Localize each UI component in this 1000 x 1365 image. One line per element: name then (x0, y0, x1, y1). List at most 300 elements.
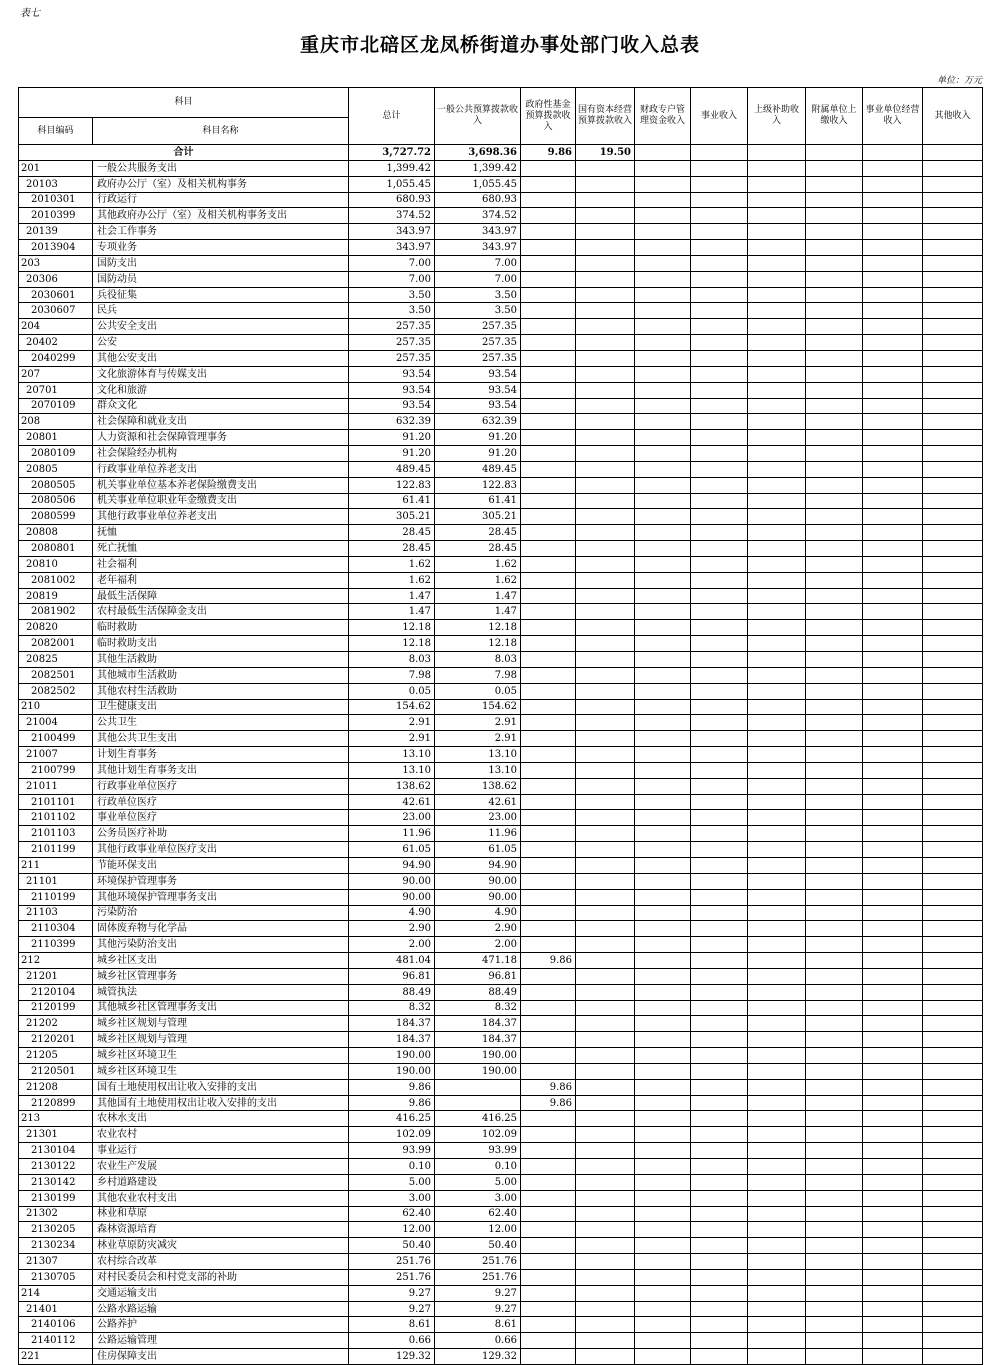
cell-other (923, 921, 983, 937)
cell-code: 2100499 (19, 731, 93, 747)
cell-fiscal-special (635, 240, 691, 256)
cell-affiliated-turnover (806, 1301, 863, 1317)
cell-fiscal-special (635, 810, 691, 826)
cell-general-budget (435, 1079, 521, 1095)
cell-affiliated-turnover (806, 588, 863, 604)
cell-state-capital (576, 1048, 635, 1064)
cell-fiscal-special (635, 747, 691, 763)
cell-gov-fund (521, 556, 576, 572)
cell-business-operation (863, 984, 923, 1000)
cell-gov-fund (521, 857, 576, 873)
cell-fiscal-special (635, 1206, 691, 1222)
cell-fiscal-special (635, 255, 691, 271)
cell-gov-fund (521, 493, 576, 509)
cell-superior-subsidy (748, 572, 806, 588)
cell-other (923, 430, 983, 446)
cell-total: 8.61 (349, 1317, 435, 1333)
cell-business (691, 160, 748, 176)
cell-fiscal-special (635, 208, 691, 224)
cell-business-operation (863, 1222, 923, 1238)
table-row (19, 1143, 983, 1159)
cell-code: 20139 (19, 224, 93, 240)
cell-other (923, 1222, 983, 1238)
cell-fiscal-special (635, 446, 691, 462)
cell-gov-fund (521, 731, 576, 747)
cell-other (923, 176, 983, 192)
cell-total: 138.62 (349, 778, 435, 794)
cell-name: 其他农业农村支出 (93, 1190, 349, 1206)
cell-code: 214 (19, 1285, 93, 1301)
cell-superior-subsidy (748, 1063, 806, 1079)
cell-gov-fund (521, 1222, 576, 1238)
cell-business (691, 747, 748, 763)
table-row (19, 873, 983, 889)
cell-gov-fund (521, 810, 576, 826)
cell-gov-fund (521, 414, 576, 430)
cell-affiliated-turnover (806, 968, 863, 984)
cell-state-capital (576, 1349, 635, 1365)
cell-superior-subsidy (748, 335, 806, 351)
cell-superior-subsidy (748, 477, 806, 493)
cell-other (923, 509, 983, 525)
cell-gov-fund (521, 287, 576, 303)
cell-general-budget: 91.20 (435, 430, 521, 446)
cell-other (923, 953, 983, 969)
cell-state-capital (576, 857, 635, 873)
cell-gov-fund (521, 572, 576, 588)
cell-other (923, 1079, 983, 1095)
cell-gov-fund (521, 1159, 576, 1175)
cell-business-operation (863, 271, 923, 287)
table-row (19, 556, 983, 572)
cell-affiliated-turnover (806, 335, 863, 351)
table-row (19, 889, 983, 905)
cell-superior-subsidy (748, 588, 806, 604)
document-number: 表七 (20, 8, 40, 19)
cell-total: 88.49 (349, 984, 435, 1000)
cell-total: 1.62 (349, 572, 435, 588)
cell-total: 96.81 (349, 968, 435, 984)
cell-business-operation (863, 1143, 923, 1159)
cell-total: 9.86 (349, 1079, 435, 1095)
cell-superior-subsidy (748, 1174, 806, 1190)
cell-total: 7.00 (349, 255, 435, 271)
table-row (19, 255, 983, 271)
cell-business (691, 652, 748, 668)
cell-fiscal-special (635, 826, 691, 842)
cell-state-capital (576, 889, 635, 905)
table-row (19, 366, 983, 382)
cell-state-capital (576, 747, 635, 763)
cell-affiliated-turnover (806, 255, 863, 271)
cell-total: 7.00 (349, 271, 435, 287)
cell-other (923, 652, 983, 668)
cell-state-capital (576, 778, 635, 794)
cell-business (691, 968, 748, 984)
cell-name: 农业农村 (93, 1127, 349, 1143)
cell-affiliated-turnover (806, 857, 863, 873)
cell-business (691, 255, 748, 271)
cell-general-budget: 102.09 (435, 1127, 521, 1143)
cell-fiscal-special (635, 1048, 691, 1064)
cell-other (923, 398, 983, 414)
cell-code: 2130705 (19, 1269, 93, 1285)
cell-affiliated-turnover (806, 889, 863, 905)
cell-other (923, 1174, 983, 1190)
cell-affiliated-turnover (806, 461, 863, 477)
cell-business (691, 1317, 748, 1333)
cell-total: 3.50 (349, 287, 435, 303)
cell-code: 2030601 (19, 287, 93, 303)
cell-general-budget: 257.35 (435, 335, 521, 351)
cell-state-capital (576, 953, 635, 969)
cell-business-operation (863, 1349, 923, 1365)
cell-fiscal-special (635, 1349, 691, 1365)
cell-code: 2140112 (19, 1333, 93, 1349)
cell-name: 其他污染防治支出 (93, 937, 349, 953)
cell-general-budget: 257.35 (435, 350, 521, 366)
cell-code: 20810 (19, 556, 93, 572)
table-row (19, 430, 983, 446)
cell-business (691, 1127, 748, 1143)
cell-code: 2080505 (19, 477, 93, 493)
cell-general-budget: 3.00 (435, 1190, 521, 1206)
total-general-budget: 3,698.36 (435, 145, 521, 161)
cell-affiliated-turnover (806, 287, 863, 303)
cell-general-budget: 1.62 (435, 556, 521, 572)
cell-code: 20701 (19, 382, 93, 398)
cell-code: 20805 (19, 461, 93, 477)
cell-total: 251.76 (349, 1254, 435, 1270)
cell-total: 481.04 (349, 953, 435, 969)
cell-other (923, 715, 983, 731)
cell-affiliated-turnover (806, 842, 863, 858)
cell-business (691, 192, 748, 208)
cell-superior-subsidy (748, 319, 806, 335)
cell-other (923, 208, 983, 224)
cell-affiliated-turnover (806, 620, 863, 636)
cell-other (923, 762, 983, 778)
cell-gov-fund (521, 1285, 576, 1301)
cell-general-budget: 374.52 (435, 208, 521, 224)
cell-business (691, 842, 748, 858)
cell-general-budget: 0.10 (435, 1159, 521, 1175)
cell-business (691, 1000, 748, 1016)
cell-name: 一般公共服务支出 (93, 160, 349, 176)
cell-other (923, 747, 983, 763)
cell-business (691, 1333, 748, 1349)
cell-affiliated-turnover (806, 240, 863, 256)
cell-other (923, 1285, 983, 1301)
cell-code: 20402 (19, 335, 93, 351)
cell-state-capital (576, 255, 635, 271)
cell-state-capital (576, 335, 635, 351)
cell-name: 环境保护管理事务 (93, 873, 349, 889)
cell-affiliated-turnover (806, 493, 863, 509)
table-row (19, 968, 983, 984)
cell-total: 1.62 (349, 556, 435, 572)
cell-other (923, 1048, 983, 1064)
cell-superior-subsidy (748, 1190, 806, 1206)
cell-name: 最低生活保障 (93, 588, 349, 604)
cell-general-budget: 416.25 (435, 1111, 521, 1127)
cell-state-capital (576, 588, 635, 604)
cell-superior-subsidy (748, 826, 806, 842)
total-other (923, 145, 983, 161)
cell-gov-fund (521, 1127, 576, 1143)
cell-other (923, 572, 983, 588)
table-row (19, 842, 983, 858)
cell-total: 12.18 (349, 636, 435, 652)
table-row (19, 224, 983, 240)
cell-code: 20808 (19, 525, 93, 541)
cell-other (923, 493, 983, 509)
cell-business (691, 572, 748, 588)
cell-fiscal-special (635, 937, 691, 953)
cell-general-budget: 305.21 (435, 509, 521, 525)
cell-gov-fund (521, 255, 576, 271)
cell-gov-fund (521, 1349, 576, 1365)
cell-state-capital (576, 224, 635, 240)
cell-superior-subsidy (748, 1032, 806, 1048)
cell-gov-fund (521, 1063, 576, 1079)
cell-fiscal-special (635, 652, 691, 668)
unit-label: 单位：万元 (936, 76, 982, 86)
cell-general-budget: 9.27 (435, 1285, 521, 1301)
cell-affiliated-turnover (806, 382, 863, 398)
cell-name: 交通运输支出 (93, 1285, 349, 1301)
cell-state-capital (576, 430, 635, 446)
cell-name: 公路水路运输 (93, 1301, 349, 1317)
cell-business-operation (863, 1333, 923, 1349)
cell-total: 632.39 (349, 414, 435, 430)
cell-fiscal-special (635, 905, 691, 921)
cell-gov-fund (521, 683, 576, 699)
cell-state-capital (576, 287, 635, 303)
cell-state-capital (576, 826, 635, 842)
cell-other (923, 271, 983, 287)
cell-name: 对村民委员会和村党支部的补助 (93, 1269, 349, 1285)
cell-affiliated-turnover (806, 398, 863, 414)
cell-general-budget: 12.18 (435, 620, 521, 636)
table-row (19, 699, 983, 715)
cell-state-capital (576, 1016, 635, 1032)
cell-affiliated-turnover (806, 1063, 863, 1079)
cell-business (691, 366, 748, 382)
cell-business-operation (863, 588, 923, 604)
cell-gov-fund: 9.86 (521, 1079, 576, 1095)
cell-business-operation (863, 842, 923, 858)
cell-total: 93.54 (349, 382, 435, 398)
total-business-operation (863, 145, 923, 161)
cell-total: 91.20 (349, 430, 435, 446)
table-row (19, 762, 983, 778)
cell-code: 2120899 (19, 1095, 93, 1111)
cell-state-capital (576, 842, 635, 858)
cell-business (691, 176, 748, 192)
cell-fiscal-special (635, 921, 691, 937)
cell-gov-fund: 9.86 (521, 953, 576, 969)
cell-code: 21004 (19, 715, 93, 731)
cell-total: 94.90 (349, 857, 435, 873)
cell-superior-subsidy (748, 366, 806, 382)
cell-affiliated-turnover (806, 1174, 863, 1190)
cell-superior-subsidy (748, 1222, 806, 1238)
cell-name: 临时救助支出 (93, 636, 349, 652)
cell-other (923, 794, 983, 810)
cell-total: 42.61 (349, 794, 435, 810)
cell-business-operation (863, 921, 923, 937)
cell-business-operation (863, 857, 923, 873)
table-row (19, 1063, 983, 1079)
cell-fiscal-special (635, 287, 691, 303)
cell-state-capital (576, 620, 635, 636)
cell-other (923, 620, 983, 636)
cell-affiliated-turnover (806, 683, 863, 699)
cell-gov-fund (521, 667, 576, 683)
cell-fiscal-special (635, 1032, 691, 1048)
cell-general-budget: 8.61 (435, 1317, 521, 1333)
cell-code: 21301 (19, 1127, 93, 1143)
cell-affiliated-turnover (806, 430, 863, 446)
cell-other (923, 319, 983, 335)
cell-general-budget: 0.66 (435, 1333, 521, 1349)
cell-total: 61.41 (349, 493, 435, 509)
header-superior-subsidy: 上级补助收入 (748, 88, 806, 145)
cell-business (691, 525, 748, 541)
cell-business (691, 335, 748, 351)
cell-business (691, 683, 748, 699)
cell-code: 210 (19, 699, 93, 715)
cell-name: 事业运行 (93, 1143, 349, 1159)
cell-superior-subsidy (748, 842, 806, 858)
table-row (19, 287, 983, 303)
cell-general-budget: 1.47 (435, 588, 521, 604)
cell-name: 农村综合改革 (93, 1254, 349, 1270)
cell-total: 93.99 (349, 1143, 435, 1159)
cell-other (923, 1016, 983, 1032)
cell-state-capital (576, 1127, 635, 1143)
cell-state-capital (576, 1333, 635, 1349)
cell-superior-subsidy (748, 1111, 806, 1127)
cell-business-operation (863, 572, 923, 588)
cell-fiscal-special (635, 1127, 691, 1143)
cell-business-operation (863, 778, 923, 794)
cell-other (923, 525, 983, 541)
cell-state-capital (576, 350, 635, 366)
cell-name: 临时救助 (93, 620, 349, 636)
cell-code: 2130142 (19, 1174, 93, 1190)
cell-business-operation (863, 905, 923, 921)
cell-business (691, 446, 748, 462)
cell-other (923, 1238, 983, 1254)
cell-state-capital (576, 493, 635, 509)
cell-superior-subsidy (748, 953, 806, 969)
cell-business (691, 984, 748, 1000)
cell-affiliated-turnover (806, 604, 863, 620)
cell-business-operation (863, 1016, 923, 1032)
cell-fiscal-special (635, 477, 691, 493)
cell-fiscal-special (635, 1238, 691, 1254)
table-row (19, 857, 983, 873)
cell-business (691, 1063, 748, 1079)
cell-superior-subsidy (748, 1206, 806, 1222)
cell-general-budget: 28.45 (435, 525, 521, 541)
cell-state-capital (576, 509, 635, 525)
cell-gov-fund (521, 588, 576, 604)
cell-code: 2130234 (19, 1238, 93, 1254)
cell-business (691, 271, 748, 287)
cell-general-budget: 154.62 (435, 699, 521, 715)
cell-name: 城乡社区环境卫生 (93, 1063, 349, 1079)
cell-state-capital (576, 810, 635, 826)
table-row (19, 414, 983, 430)
cell-code: 21103 (19, 905, 93, 921)
cell-total: 50.40 (349, 1238, 435, 1254)
cell-affiliated-turnover (806, 350, 863, 366)
cell-code: 2082001 (19, 636, 93, 652)
cell-gov-fund (521, 192, 576, 208)
cell-business-operation (863, 1032, 923, 1048)
cell-general-budget: 1,055.45 (435, 176, 521, 192)
table-row (19, 382, 983, 398)
cell-name: 人力资源和社会保障管理事务 (93, 430, 349, 446)
cell-affiliated-turnover (806, 636, 863, 652)
cell-business (691, 889, 748, 905)
cell-business (691, 1349, 748, 1365)
cell-business-operation (863, 1301, 923, 1317)
table-row (19, 1269, 983, 1285)
cell-business-operation (863, 176, 923, 192)
cell-state-capital (576, 160, 635, 176)
table-row (19, 794, 983, 810)
cell-affiliated-turnover (806, 794, 863, 810)
cell-affiliated-turnover (806, 1000, 863, 1016)
cell-total: 9.86 (349, 1095, 435, 1111)
cell-other (923, 1032, 983, 1048)
cell-superior-subsidy (748, 1333, 806, 1349)
cell-business-operation (863, 715, 923, 731)
cell-business (691, 303, 748, 319)
cell-total: 1.47 (349, 604, 435, 620)
cell-total: 11.96 (349, 826, 435, 842)
cell-total: 28.45 (349, 541, 435, 557)
cell-gov-fund (521, 1111, 576, 1127)
cell-business-operation (863, 319, 923, 335)
cell-total: 305.21 (349, 509, 435, 525)
table-row (19, 1333, 983, 1349)
cell-state-capital (576, 1285, 635, 1301)
cell-state-capital (576, 699, 635, 715)
cell-business-operation (863, 1190, 923, 1206)
cell-general-budget: 1,399.42 (435, 160, 521, 176)
cell-superior-subsidy (748, 224, 806, 240)
cell-name: 社会保障和就业支出 (93, 414, 349, 430)
cell-other (923, 1206, 983, 1222)
cell-total: 2.91 (349, 731, 435, 747)
cell-total: 61.05 (349, 842, 435, 858)
cell-business-operation (863, 1174, 923, 1190)
cell-gov-fund (521, 1317, 576, 1333)
cell-gov-fund (521, 604, 576, 620)
cell-other (923, 588, 983, 604)
cell-name: 公路运输管理 (93, 1333, 349, 1349)
cell-code: 21007 (19, 747, 93, 763)
cell-gov-fund (521, 636, 576, 652)
table-row (19, 667, 983, 683)
cell-name: 住房保障支出 (93, 1349, 349, 1365)
cell-general-budget: 12.00 (435, 1222, 521, 1238)
